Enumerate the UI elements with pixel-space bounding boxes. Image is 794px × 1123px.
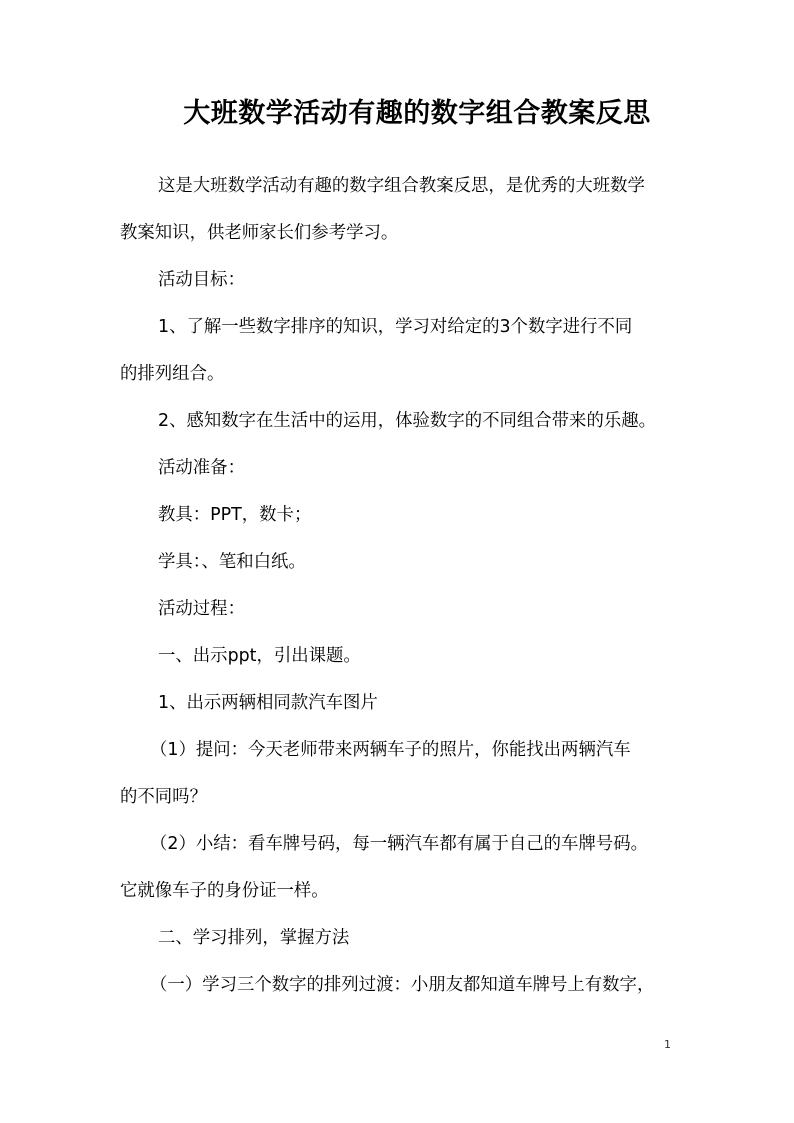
paragraph-line: （一）学习三个数字的排列过渡：小朋友都知道车牌号上有数字，	[150, 975, 655, 995]
section-heading: 活动目标：	[158, 270, 245, 290]
section-heading: 活动过程：	[158, 599, 245, 619]
paragraph-line: 一、出示ppt，引出课题。	[158, 646, 361, 666]
paragraph-line: 教案知识，供老师家长们参考学习。	[120, 223, 399, 243]
paragraph-line: 的排列组合。	[120, 364, 225, 384]
page-number: 1	[664, 1038, 671, 1051]
paragraph-line: 它就像车子的身份证一样。	[120, 881, 329, 901]
paragraph-line: （2）小结：看车牌号码，每一辆汽车都有属于自己的车牌号码。	[150, 834, 649, 854]
paragraph-line: 这是大班数学活动有趣的数字组合教案反思，是优秀的大班数学	[158, 176, 645, 196]
document-title: 大班数学活动有趣的数字组合教案反思	[183, 98, 651, 129]
paragraph-line: 1、了解一些数字排序的知识，学习对给定的3个数字进行不同	[158, 317, 633, 337]
paragraph-line: 1、出示两辆相同款汽车图片	[158, 693, 378, 713]
paragraph-line: 学具：、笔和白纸。	[158, 552, 306, 572]
section-heading: 活动准备：	[158, 458, 245, 478]
paragraph-line: 2、感知数字在生活中的运用，体验数字的不同组合带来的乐趣。	[158, 411, 657, 431]
section-heading: 二、学习排列，掌握方法	[158, 928, 350, 948]
paragraph-line: （1）提问：今天老师带来两辆车子的照片，你能找出两辆汽车	[150, 740, 631, 760]
paragraph-line: 教具：PPT，数卡；	[158, 505, 312, 525]
paragraph-line: 的不同吗？	[120, 787, 207, 807]
document-body	[120, 163, 676, 1009]
